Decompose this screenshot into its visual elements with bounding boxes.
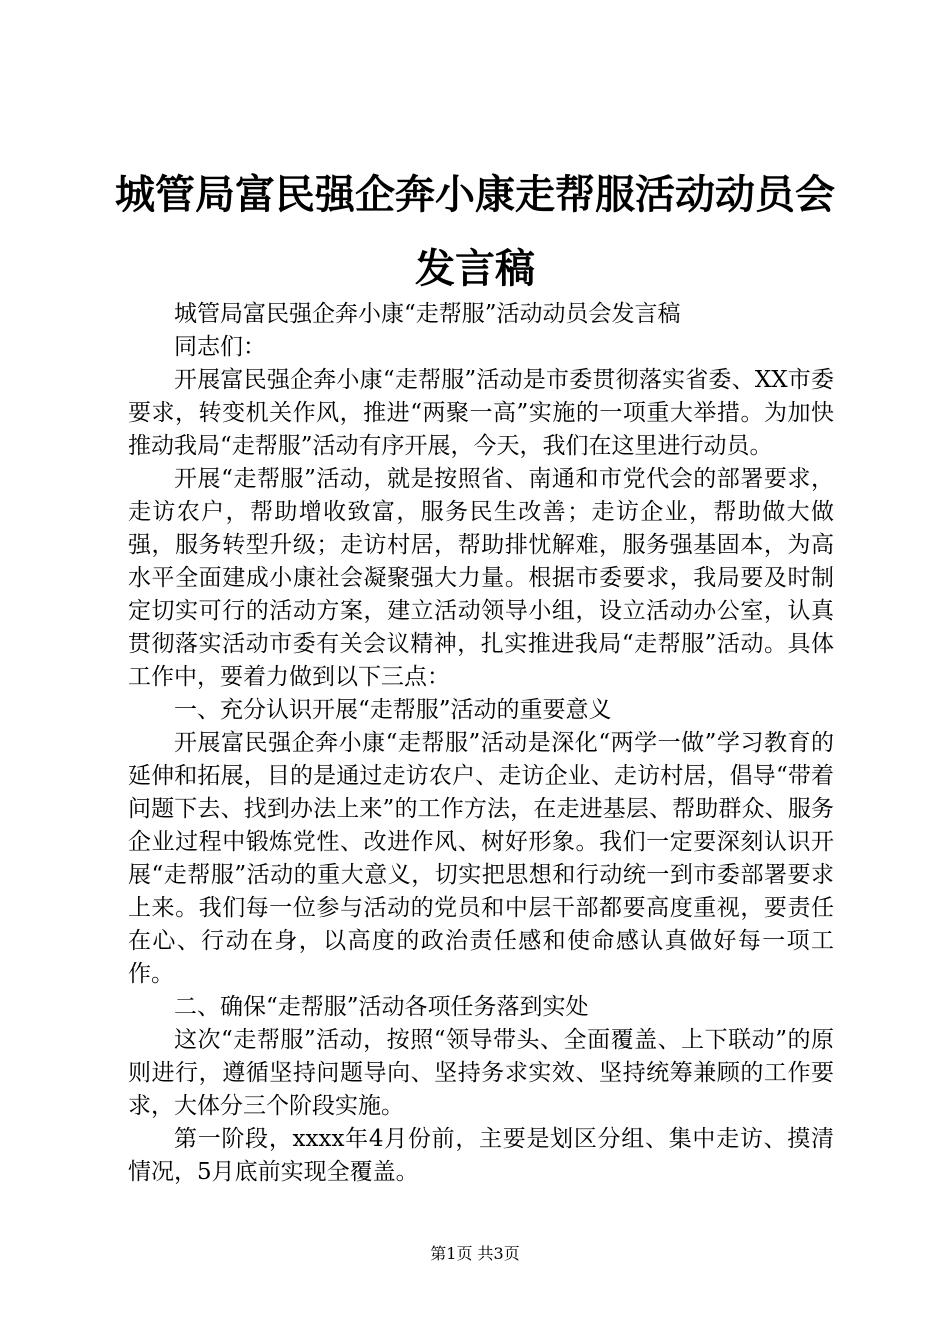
body-paragraph: 开展富民强企奔小康“走帮服”活动是深化“两学一做”学习教育的延伸和拓展，目的是通过走访农户、走访企业、走访村居，倡导“带着问题下去、找到办法上来”的工作方法，在走进基层、帮助群众、服务企业过程中锻炼党性、改进作风、树好形象。我们一定要深刻认识开展“走帮服”活动的重大意义，切实把思想和行动统一到市委部署要求上来。我们每一位参与活动的党员和中层干部都要高度重视，要责任在心、行动在身，以高度的政治责任感和使命感认真做好每一项工作。 — [128, 730, 834, 987]
section-heading: 二、确保“走帮服”活动各项任务落到实处 — [174, 994, 589, 1020]
body-paragraph: 第一阶段，xxxx年4月份前，主要是划区分组、集中走访、摸清情况，5月底前实现全覆盖。 — [128, 1126, 834, 1185]
body-paragraph: 开展“走帮服”活动，就是按照省、南通和市党代会的部署要求，走访农户，帮助增收致富，服务民生改善；走访企业，帮助做大做强，服务转型升级；走访村居，帮助排忧解难，服务强基固本，为高水平全面建成小康社会凝聚强大力量。根据市委要求，我局要及时制定切实可行的活动方案，建立活动领导小组，设立活动办公室，认真贯彻落实活动市委有关会议精神，扎实推进我局“走帮服”活动。具体工作中，要着力做到以下三点： — [128, 466, 834, 690]
body-paragraph: 城管局富民强企奔小康“走帮服”活动动员会发言稿 — [174, 301, 681, 327]
document-title: 城管局富民强企奔小康走帮服活动动员会发言稿 — [115, 172, 835, 292]
body-paragraph: 这次“走帮服”活动，按照“领导带头、全面覆盖、上下联动”的原则进行，遵循坚持问题导向、坚持务求实效、坚持统筹兼顾的工作要求，大体分三个阶段实施。 — [128, 1027, 834, 1119]
document-body — [128, 298, 834, 1189]
section-heading: 一、充分认识开展“走帮服”活动的重要意义 — [174, 697, 612, 723]
body-paragraph: 同志们： — [174, 334, 266, 360]
page-number-footer: 第1页 共3页 — [430, 1244, 520, 1263]
body-paragraph: 开展富民强企奔小康“走帮服”活动是市委贯彻落实省委、XX市委要求，转变机关作风，推进“两聚一高”实施的一项重大举措。为加快推动我局“走帮服”活动有序开展，今天，我们在这里进行动员。 — [128, 367, 834, 459]
